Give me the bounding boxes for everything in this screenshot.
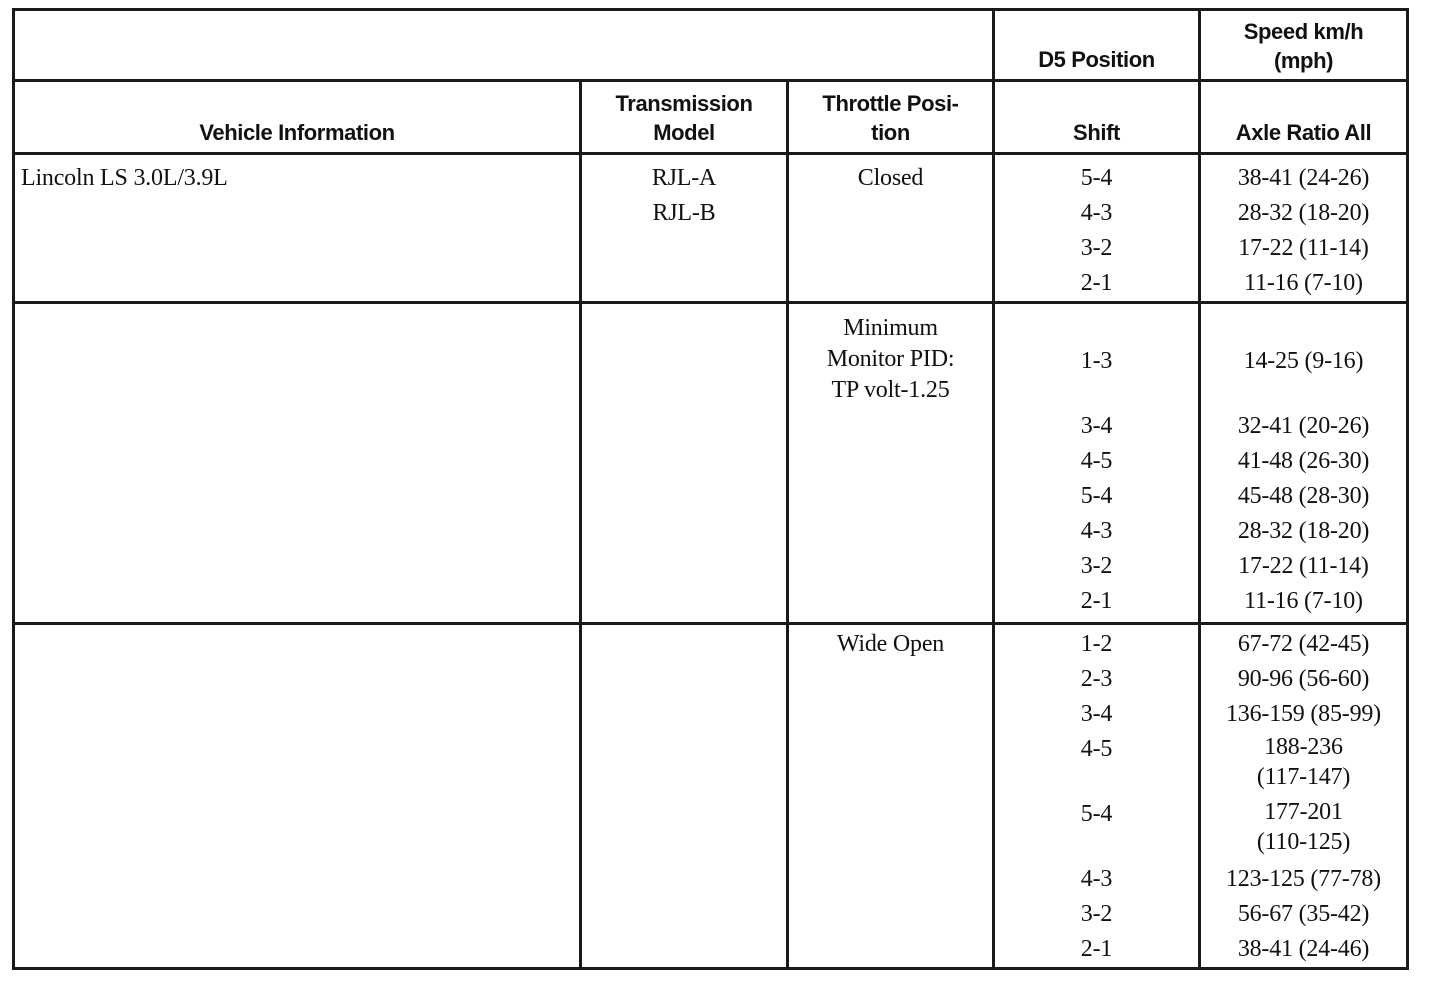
transmission-model: RJL-A bbox=[651, 165, 717, 191]
header-speed-line-2: (mph) bbox=[1273, 48, 1334, 73]
shift-value: 2-1 bbox=[1080, 588, 1113, 614]
speed-value: 56-67 (35-42) bbox=[1237, 901, 1370, 927]
throttle-label: Minimum bbox=[843, 315, 938, 341]
shift-cell bbox=[994, 624, 1200, 969]
speed-cell bbox=[1200, 303, 1408, 624]
speed-value: 28-32 (18-20) bbox=[1237, 518, 1370, 544]
header-throttle-line-1: Throttle Posi- bbox=[822, 91, 959, 116]
group-row-wide-open bbox=[14, 624, 1408, 969]
shift-value: 3-2 bbox=[1080, 553, 1113, 579]
vehicle-name: Lincoln LS 3.0L/3.9L bbox=[21, 165, 228, 191]
speed-value: 41-48 (26-30) bbox=[1237, 448, 1370, 474]
speed-value: 14-25 (9-16) bbox=[1243, 348, 1364, 374]
speed-value: 11-16 (7-10) bbox=[1244, 270, 1363, 296]
header-transmission-cell bbox=[581, 81, 788, 154]
speed-value: 188-236 bbox=[1264, 734, 1343, 760]
shift-speed-table bbox=[12, 8, 1409, 970]
header-row-bottom bbox=[14, 81, 1408, 154]
speed-cell bbox=[1200, 154, 1408, 303]
shift-value: 5-4 bbox=[1080, 801, 1113, 827]
header-transmission-line-1: Transmission bbox=[615, 91, 753, 116]
header-speed-line-1: Speed km/h bbox=[1243, 19, 1364, 44]
shift-cell bbox=[994, 154, 1200, 303]
shift-value: 4-3 bbox=[1080, 200, 1113, 226]
throttle-cell bbox=[788, 154, 994, 303]
group-row-minimum bbox=[14, 303, 1408, 624]
header-shift: Shift bbox=[1073, 120, 1120, 145]
header-axle-ratio-all: Axle Ratio All bbox=[1235, 120, 1372, 145]
shift-value: 1-2 bbox=[1080, 631, 1113, 657]
speed-value: 11-16 (7-10) bbox=[1244, 588, 1363, 614]
speed-value: 45-48 (28-30) bbox=[1237, 483, 1370, 509]
shift-value: 2-1 bbox=[1080, 936, 1113, 962]
speed-value: 17-22 (11-14) bbox=[1238, 553, 1369, 579]
speed-value-continued: (117-147) bbox=[1256, 764, 1351, 790]
transmission-model: RJL-B bbox=[652, 200, 716, 226]
header-shift-cell bbox=[994, 81, 1200, 154]
speed-cell bbox=[1200, 624, 1408, 969]
shift-value: 5-4 bbox=[1080, 483, 1113, 509]
shift-value: 5-4 bbox=[1080, 165, 1113, 191]
shift-value: 4-3 bbox=[1080, 518, 1113, 544]
header-row-top bbox=[14, 10, 1408, 81]
transmission-cell bbox=[581, 154, 788, 303]
header-throttle-line-2: tion bbox=[871, 120, 910, 145]
vehicle-cell bbox=[14, 154, 581, 303]
header-vehicle-information: Vehicle Information bbox=[199, 120, 395, 145]
speed-value: 136-159 (85-99) bbox=[1226, 701, 1381, 727]
shift-value: 2-1 bbox=[1080, 270, 1113, 296]
header-axle-ratio-cell bbox=[1200, 81, 1408, 154]
throttle-label: Monitor PID: bbox=[826, 346, 955, 372]
throttle-cell bbox=[788, 624, 994, 969]
speed-value: 38-41 (24-46) bbox=[1237, 936, 1370, 962]
throttle-label: TP volt-1.25 bbox=[831, 377, 950, 403]
header-transmission-line-2: Model bbox=[653, 120, 715, 145]
speed-value: 32-41 (20-26) bbox=[1237, 413, 1370, 439]
shift-cell bbox=[994, 303, 1200, 624]
shift-value: 4-3 bbox=[1080, 866, 1113, 892]
throttle-label: Closed bbox=[857, 165, 924, 191]
shift-value: 3-2 bbox=[1080, 235, 1113, 261]
header-speed-cell bbox=[1200, 10, 1408, 81]
header-blank-cell bbox=[14, 10, 994, 81]
vehicle-cell-empty bbox=[14, 303, 581, 624]
header-throttle-cell bbox=[788, 81, 994, 154]
throttle-cell bbox=[788, 303, 994, 624]
shift-value: 3-2 bbox=[1080, 901, 1113, 927]
throttle-label: Wide Open bbox=[836, 631, 945, 657]
speed-value: 177-201 bbox=[1264, 799, 1343, 825]
speed-value: 38-41 (24-26) bbox=[1237, 165, 1370, 191]
header-d5-position-cell bbox=[994, 10, 1200, 81]
shift-value: 3-4 bbox=[1080, 701, 1113, 727]
transmission-cell-empty bbox=[581, 624, 788, 969]
shift-value: 4-5 bbox=[1080, 448, 1113, 474]
transmission-cell-empty bbox=[581, 303, 788, 624]
speed-value: 123-125 (77-78) bbox=[1226, 866, 1381, 892]
vehicle-cell-empty bbox=[14, 624, 581, 969]
speed-value: 28-32 (18-20) bbox=[1237, 200, 1370, 226]
shift-value: 1-3 bbox=[1080, 348, 1113, 374]
speed-value-continued: (110-125) bbox=[1256, 829, 1351, 855]
header-vehicle-cell bbox=[14, 81, 581, 154]
shift-value: 3-4 bbox=[1080, 413, 1113, 439]
shift-value: 2-3 bbox=[1080, 666, 1113, 692]
shift-value: 4-5 bbox=[1080, 736, 1113, 762]
header-d5-position: D5 Position bbox=[1038, 47, 1155, 72]
speed-value: 67-72 (42-45) bbox=[1237, 631, 1370, 657]
group-row-closed bbox=[14, 154, 1408, 303]
speed-value: 17-22 (11-14) bbox=[1238, 235, 1369, 261]
speed-value: 90-96 (56-60) bbox=[1237, 666, 1370, 692]
